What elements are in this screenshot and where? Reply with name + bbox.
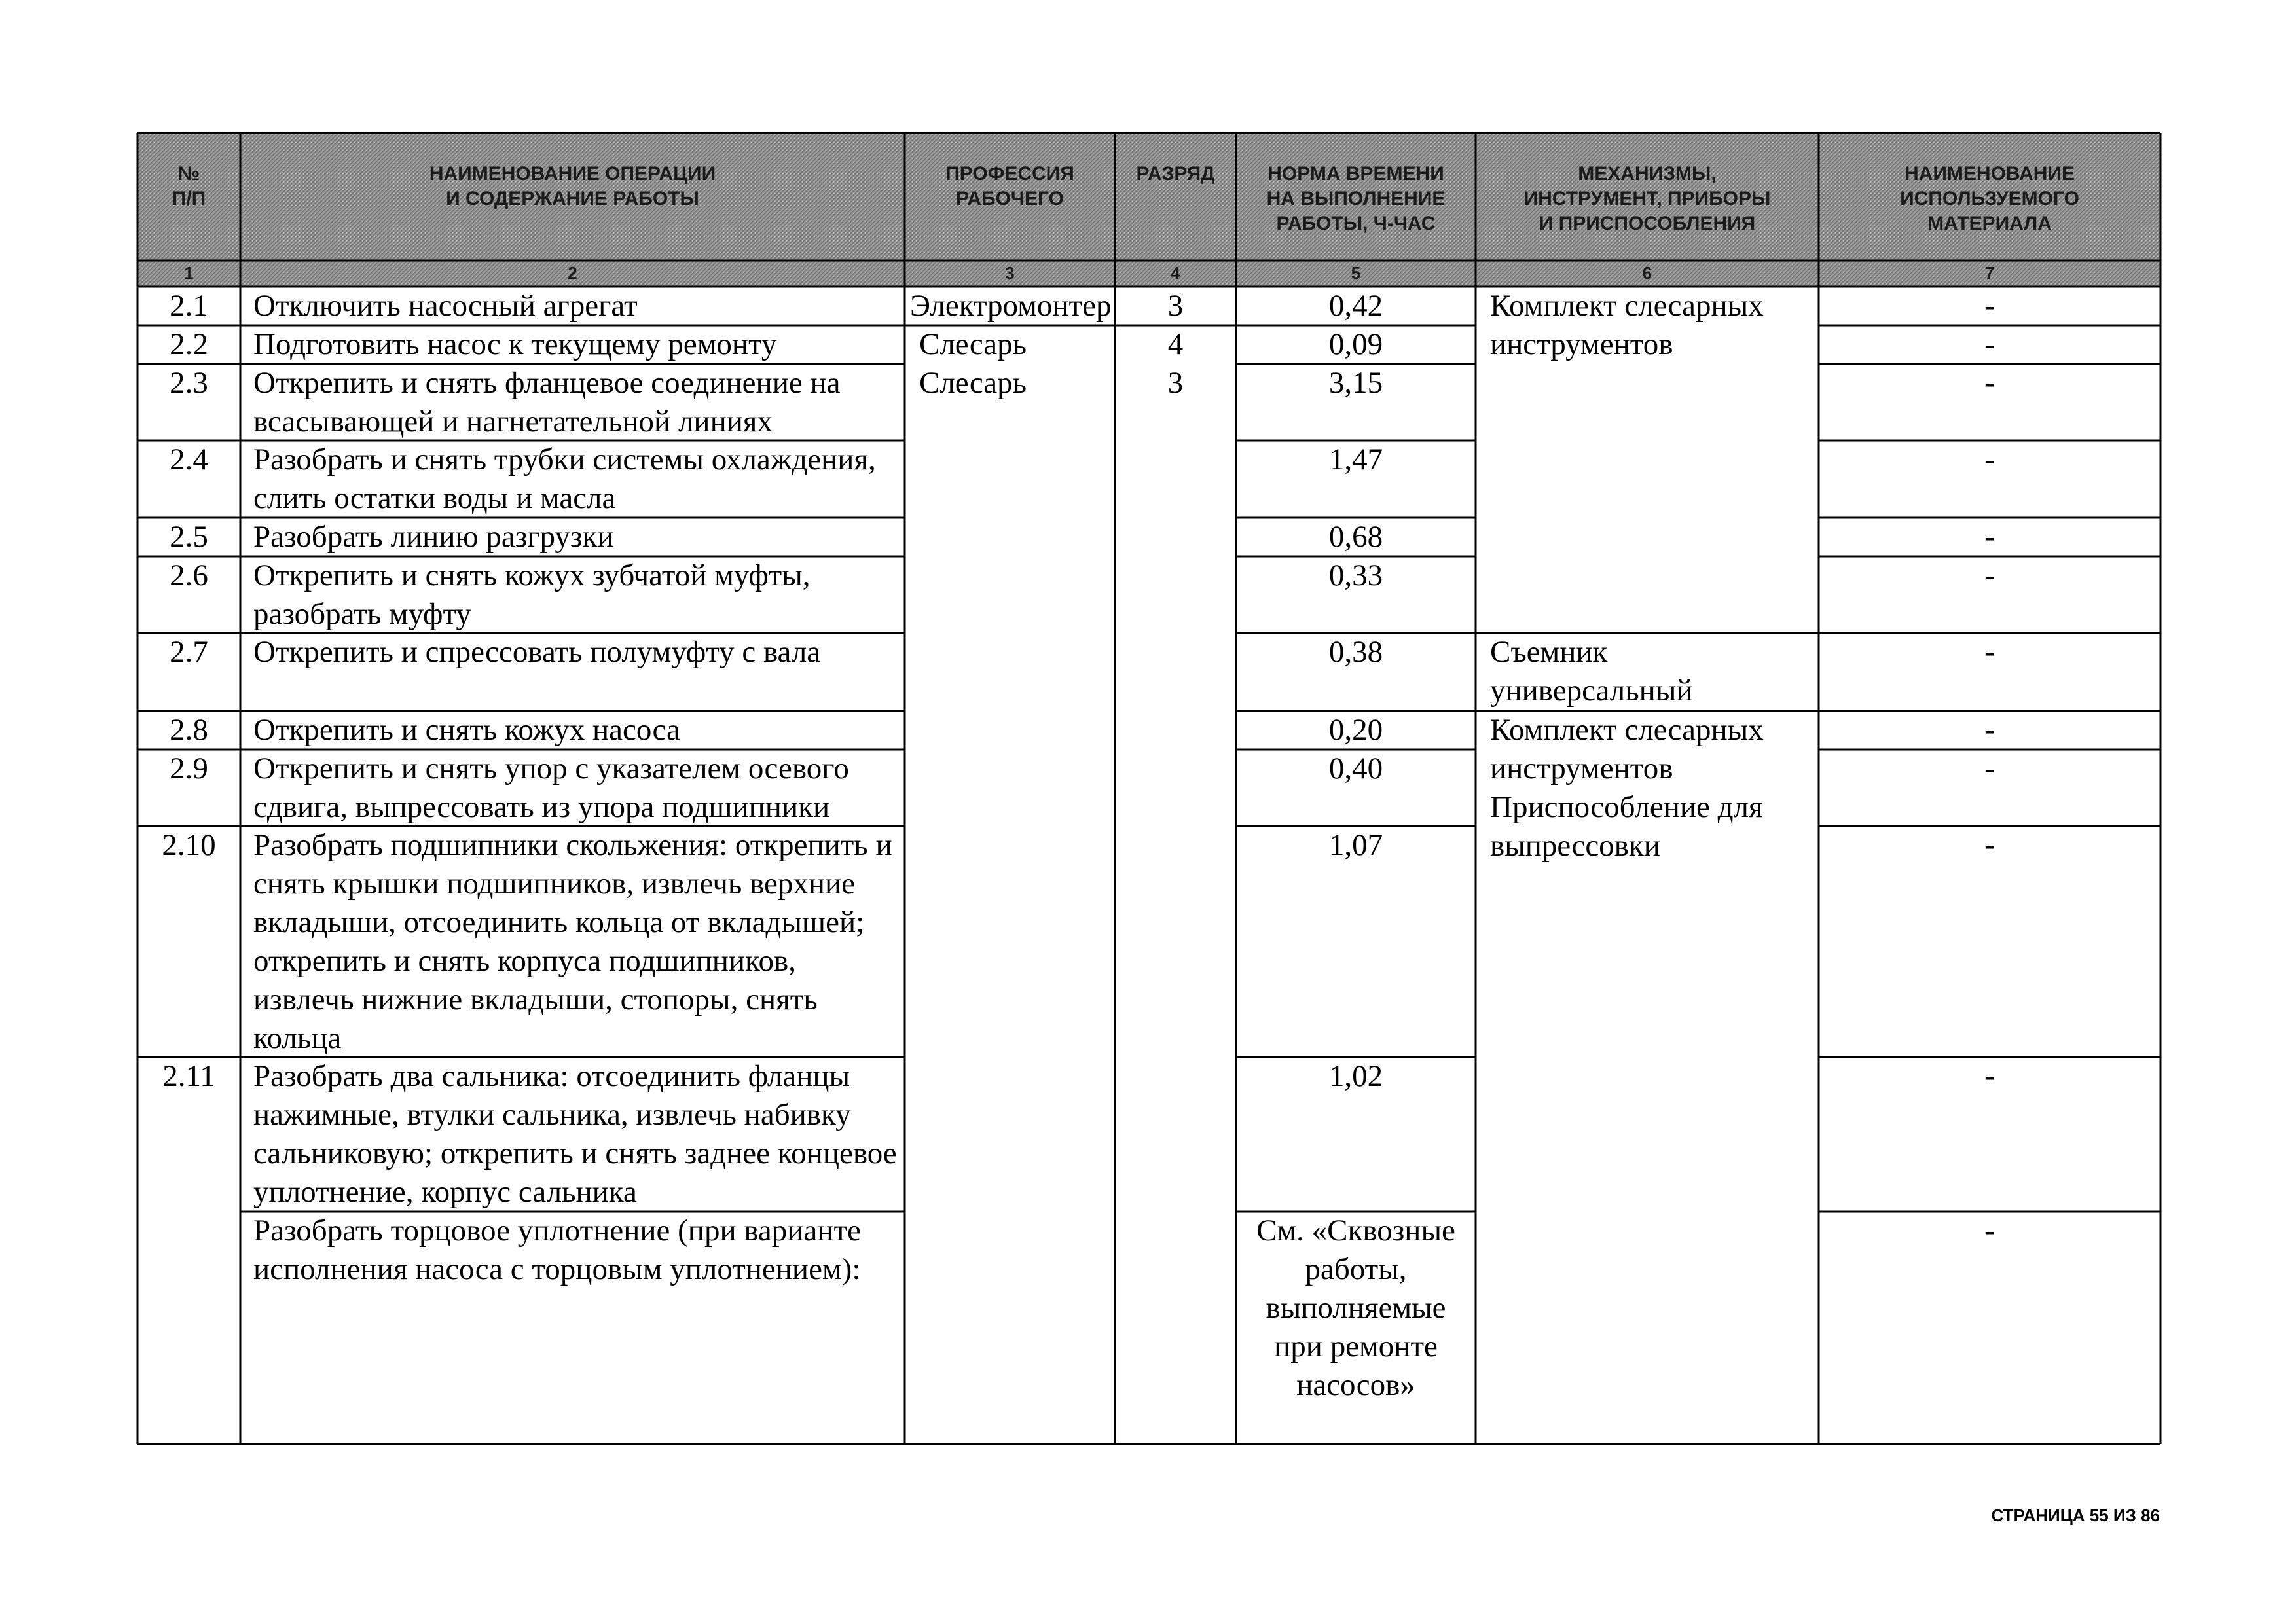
column-header-6: МЕХАНИЗМЫ, ИНСТРУМЕНТ, ПРИБОРЫ И ПРИСПОСОБЛЕНИЯ <box>1523 163 1771 234</box>
material: - <box>1984 327 1995 361</box>
material: - <box>1984 1214 1995 1248</box>
column-number: 5 <box>1351 263 1361 283</box>
time-norm: 0,09 <box>1328 327 1383 361</box>
column-number: 4 <box>1171 263 1180 283</box>
column-number: 7 <box>1984 263 1995 283</box>
material: - <box>1984 751 1995 785</box>
tool-list: Съемник универсальный <box>1490 635 1693 708</box>
time-norm: 1,07 <box>1328 828 1383 862</box>
operation-description: Разобрать торцовое уплотнение (при варианте исполнения насоса с торцовым уплотнением): <box>253 1214 861 1286</box>
row-number: 2.3 <box>170 366 208 400</box>
material: - <box>1984 1059 1995 1093</box>
column-header-2: НАИМЕНОВАНИЕ ОПЕРАЦИИ И СОДЕРЖАНИЕ РАБОТЫ <box>429 163 716 209</box>
operation-description: Открепить и снять фланцевое соединение на всасывающей и нагнетательной линиях <box>253 366 841 439</box>
time-norm: 0,40 <box>1328 751 1383 785</box>
time-norm: 3,15 <box>1328 366 1383 400</box>
column-header-1: № П/П <box>172 163 206 209</box>
time-norm: 1,47 <box>1328 442 1383 477</box>
column-header-5: НОРМА ВРЕМЕНИ НА ВЫПОЛНЕНИЕ РАБОТЫ, Ч-ЧАС <box>1266 163 1446 234</box>
grade: 4 <box>1167 327 1184 361</box>
row-number: 2.9 <box>170 751 208 785</box>
row-number: 2.6 <box>170 558 208 592</box>
tool-list: Комплект слесарных инструментов Приспособление для выпрессовки <box>1490 713 1764 863</box>
column-number: 2 <box>568 263 577 283</box>
column-number: 1 <box>184 263 194 283</box>
profession: Слесарь <box>919 327 1027 361</box>
material: - <box>1984 828 1995 862</box>
time-norm: 1,02 <box>1328 1059 1383 1093</box>
material: - <box>1984 520 1995 554</box>
operation-description: Подготовить насос к текущему ремонту <box>253 327 777 361</box>
material: - <box>1984 713 1995 747</box>
row-number: 2.10 <box>162 828 216 862</box>
operation-description: Разобрать линию разгрузки <box>253 520 614 554</box>
grade: 3 <box>1167 289 1184 323</box>
operation-description: Разобрать и снять трубки системы охлаждения, слить остатки воды и масла <box>253 442 876 515</box>
time-norm: 0,68 <box>1328 520 1383 554</box>
operation-description: Открепить и снять упор с указателем осевого сдвига, выпрессовать из упора подшипники <box>253 751 849 824</box>
material: - <box>1984 366 1995 400</box>
time-norm: 0,42 <box>1328 289 1383 323</box>
operation-description: Открепить и снять кожух зубчатой муфты, разобрать муфту <box>253 558 811 631</box>
profession: Слесарь <box>919 366 1027 400</box>
column-number: 3 <box>1005 263 1015 283</box>
operation-description: Отключить насосный агрегат <box>253 289 638 323</box>
operation-description: Разобрать подшипники скольжения: открепить и снять крышки подшипников, извлечь верхние вкладыши, отсоединить кольца от вкладышей; открепить и снять корпуса подшипников, извлечь нижние вкладыши, стопоры, снять кольца <box>253 828 892 1055</box>
page-number: СТРАНИЦА 55 ИЗ 86 <box>1991 1506 2160 1525</box>
time-norm: 0,33 <box>1328 558 1383 592</box>
row-number: 2.1 <box>170 289 208 323</box>
row-number <box>137 1212 240 1444</box>
operation-description: Открепить и спрессовать полумуфту с вала <box>253 635 821 669</box>
material: - <box>1984 289 1995 323</box>
time-norm: 0,20 <box>1328 713 1383 747</box>
time-norm: См. «Сквозные работы, выполняемые при ремонте насосов» <box>1256 1214 1455 1402</box>
row-number: 2.4 <box>170 442 208 477</box>
material: - <box>1984 558 1995 592</box>
column-header-4: РАЗРЯД <box>1136 163 1215 185</box>
time-norm: 0,38 <box>1328 635 1383 669</box>
row-number: 2.5 <box>170 520 208 554</box>
material: - <box>1984 442 1995 477</box>
operation-description: Разобрать два сальника: отсоединить фланцы нажимные, втулки сальника, извлечь набивку сальниковую; открепить и снять заднее концевое уплотнение, корпус сальника <box>253 1059 897 1209</box>
operation-description: Открепить и снять кожух насоса <box>253 713 680 747</box>
row-number: 2.11 <box>162 1059 215 1093</box>
material: - <box>1984 635 1995 669</box>
column-number: 6 <box>1642 263 1652 283</box>
column-header-3: ПРОФЕССИЯ РАБОЧЕГО <box>945 163 1074 209</box>
grade: 3 <box>1167 366 1184 400</box>
column-header-7: НАИМЕНОВАНИЕ ИСПОЛЬЗУЕМОГО МАТЕРИАЛА <box>1900 163 2079 234</box>
row-number: 2.7 <box>170 635 208 669</box>
profession: Электромонтер <box>910 289 1112 323</box>
tool-list: Комплект слесарных инструментов <box>1490 289 1764 361</box>
row-number: 2.2 <box>170 327 208 361</box>
row-number: 2.8 <box>170 713 208 747</box>
